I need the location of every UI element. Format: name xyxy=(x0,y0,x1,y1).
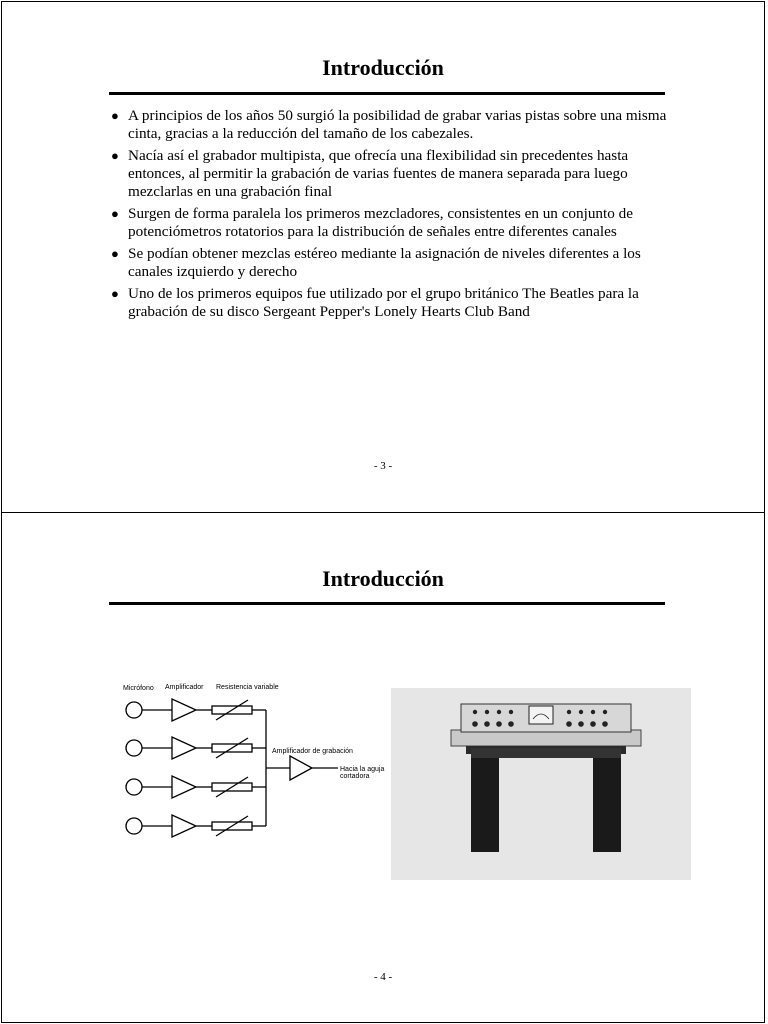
bullet-item: ● Surgen de forma paralela los primeros mezcladores, consistentes en un conjunto de potenciómetros rotatorios para la distribución de señales entre diferentes canales xyxy=(111,205,633,240)
bullet-icon: ● xyxy=(111,206,119,221)
page-number: - 4 - xyxy=(373,971,393,983)
bullet-item: ● A principios de los años 50 surgió la posibilidad de grabar varias pistas sobre una misma cinta, gracias a la reducción del tamaño de los cabezales. xyxy=(111,107,667,142)
label-amplifier: Amplificador xyxy=(165,684,204,691)
label-resistor: Resistencia variable xyxy=(216,684,279,691)
label-output-1: Hacia la aguja xyxy=(340,766,385,773)
channel-4 xyxy=(126,815,266,837)
bullet-icon: ● xyxy=(111,148,119,163)
amplifier-icon xyxy=(172,776,196,798)
title-divider xyxy=(109,92,665,95)
bullet-icon: ● xyxy=(111,246,119,261)
label-output-2: cortadora xyxy=(340,773,370,780)
channel-1 xyxy=(126,699,266,721)
bullet-icon: ● xyxy=(111,108,119,123)
channel-2 xyxy=(126,737,266,759)
recording-amplifier-icon xyxy=(290,756,312,780)
channel-3 xyxy=(126,776,266,798)
label-microphone: Micrófono xyxy=(123,685,154,692)
bullet-icon: ● xyxy=(111,286,119,301)
bullet-item: ● Se podían obtener mezclas estéreo mediante la asignación de niveles diferentes a los canales izquierdo y derecho xyxy=(111,245,641,280)
bullet-item: ● Uno de los primeros equipos fue utilizado por el grupo británico The Beatles para la grabación de su disco Sergeant Pepper's Lonely Hearts Club Band xyxy=(111,285,639,320)
slide-title: Introducción xyxy=(322,55,444,80)
amplifier-icon xyxy=(172,699,196,721)
slide-4 xyxy=(1,512,765,1023)
title-divider xyxy=(109,602,665,605)
slide-title: Introducción xyxy=(322,566,444,591)
amplifier-icon xyxy=(172,815,196,837)
microphone-icon xyxy=(126,818,142,834)
microphone-icon xyxy=(126,702,142,718)
slide-3 xyxy=(1,1,765,513)
label-recording-amp: Amplificador de grabación xyxy=(272,748,353,755)
bullet-item: ● Nacía así el grabador multipista, que ofrecía una flexibilidad sin precedentes hasta entonces, al permitir la grabación de varias fuentes de manera separada para luego mezclarlas en una grabación final xyxy=(111,147,629,200)
vu-meter-icon xyxy=(529,706,553,724)
mixing-console-photo xyxy=(391,688,691,880)
bullet-list xyxy=(109,107,679,325)
amplifier-icon xyxy=(172,737,196,759)
mixer-circuit-diagram xyxy=(106,678,390,853)
page-number: - 3 - xyxy=(373,460,393,472)
microphone-icon xyxy=(126,740,142,756)
microphone-icon xyxy=(126,779,142,795)
